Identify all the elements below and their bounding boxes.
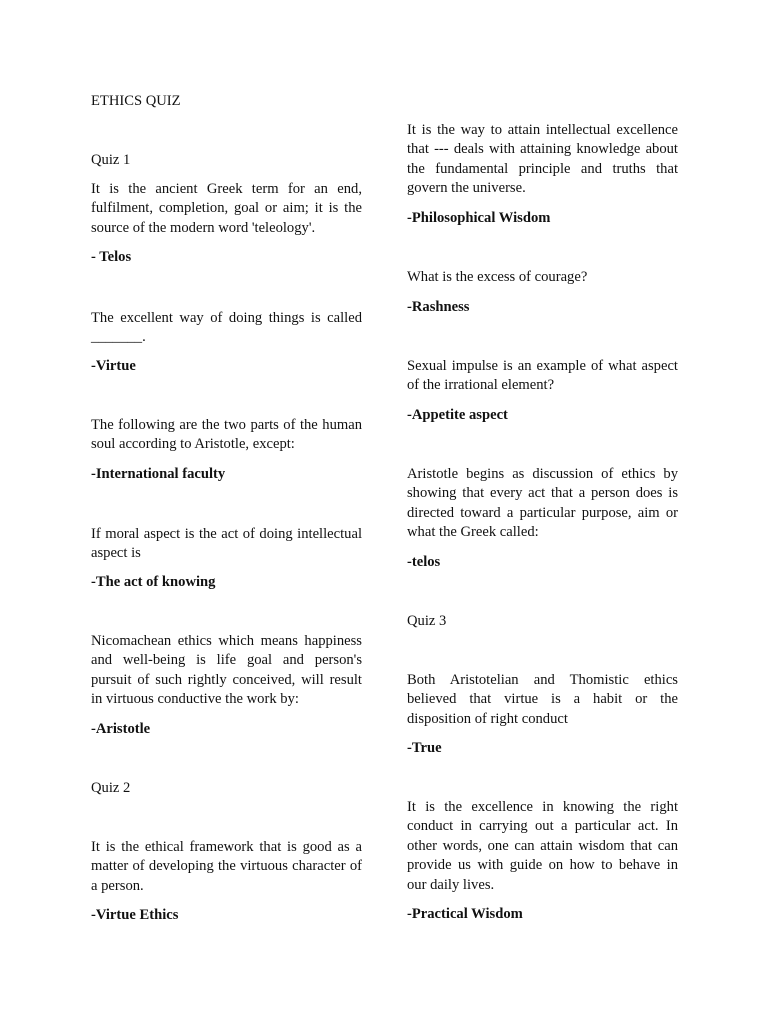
question-text: Sexual impulse is an example of what aspect of the irrational element? [407, 358, 678, 394]
answer-text: -True [407, 740, 442, 756]
answer-text: -Virtue Ethics [91, 907, 179, 923]
quiz-2-heading: Quiz 2 [91, 780, 131, 796]
quiz-3-heading: Quiz 3 [407, 613, 447, 629]
question-text: Aristotle begins as discussion of ethics by showing that every act that a person does is directed toward a particular purpose, aim or what the Greek called: [407, 466, 678, 541]
answer-text: -International faculty [91, 466, 226, 482]
document-title: ETHICS QUIZ [91, 93, 181, 109]
quiz-1-heading: Quiz 1 [91, 152, 131, 168]
answer-text: -Aristotle [91, 721, 151, 737]
question-text: It is the ethical framework that is good as a matter of developing the virtuous character of a person. [91, 839, 362, 894]
answer-text: - Telos [91, 249, 132, 265]
question-text: Both Aristotelian and Thomistic ethics believed that virtue is a habit or the disposition of right conduct [407, 672, 678, 727]
question-text: The excellent way of doing things is called _______. [91, 310, 362, 346]
question-text: It is the way to attain intellectual excellence that --- deals with attaining knowledge about the fundamental principle and truths that govern the universe. [407, 122, 678, 197]
question-text: Nicomachean ethics which means happiness and well-being is life goal and person's pursuit of such rightly conceived, will result in virtuous conductive the work by: [91, 633, 362, 708]
answer-text: -telos [407, 554, 441, 570]
question-text: The following are the two parts of the human soul according to Aristotle, except: [91, 417, 362, 453]
answer-text: -Practical Wisdom [407, 906, 523, 922]
answer-text: -The act of knowing [91, 574, 216, 590]
answer-text: -Appetite aspect [407, 407, 508, 423]
question-text: It is the excellence in knowing the right conduct in carrying out a particular act. In other words, one can attain wisdom that can provide us with guide on how to behave in our daily lives. [407, 799, 678, 893]
question-text: If moral aspect is the act of doing intellectual aspect is [91, 526, 362, 562]
question-text: What is the excess of courage? [407, 269, 588, 285]
answer-text: -Virtue [91, 358, 136, 374]
question-text: It is the ancient Greek term for an end, fulfilment, completion, goal or aim; it is the source of the modern word 'teleology'. [91, 181, 362, 236]
answer-text: -Rashness [407, 299, 470, 315]
answer-text: -Philosophical Wisdom [407, 210, 551, 226]
